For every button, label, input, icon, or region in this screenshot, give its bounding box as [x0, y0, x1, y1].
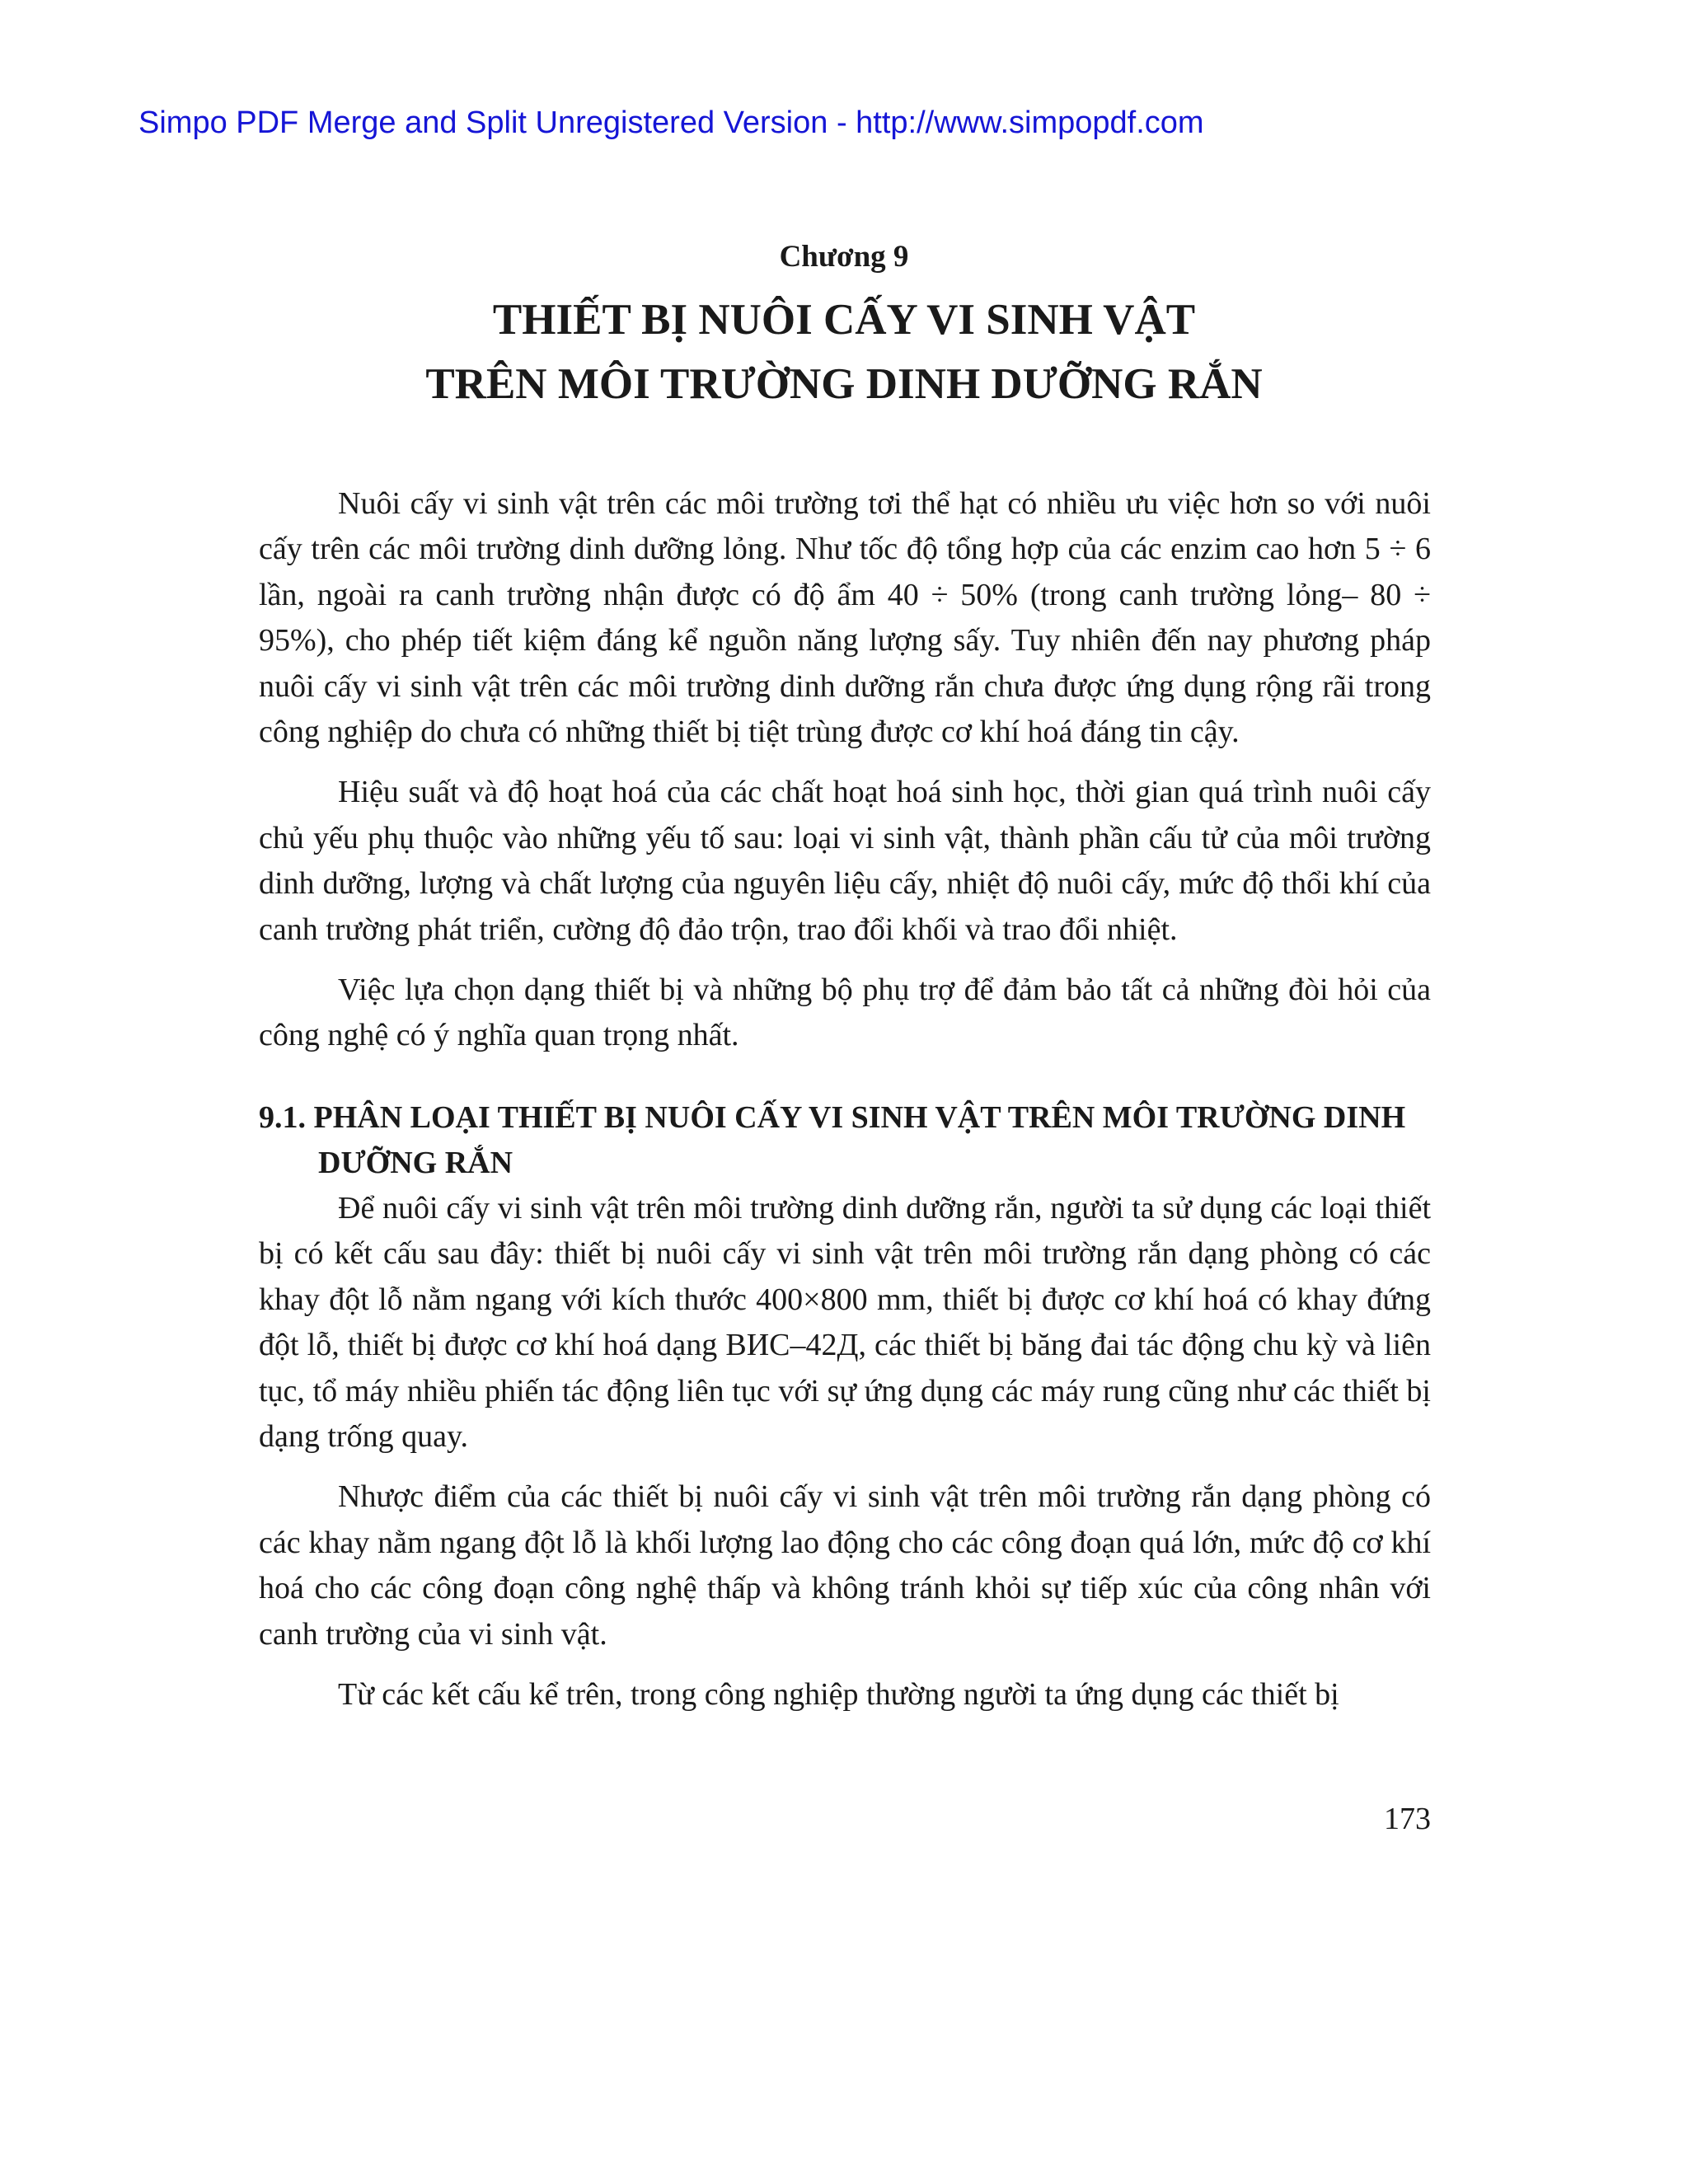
chapter-label: Chương 9: [779, 240, 909, 274]
body-content: [259, 481, 1431, 1732]
chapter-title-line-1: THIẾT BỊ NUÔI CẤY VI SINH VẬT: [492, 296, 1196, 344]
section-paragraph-1: Để nuôi cấy vi sinh vật trên môi trường dinh dưỡng rắn, người ta sử dụng các loại thiết bị có kết cấu sau đây: thiết bị nuôi cấy vi sinh vật trên môi trường rắn dạng phòng có các khay đột lỗ nằm ngang với kích thước 400×800 mm, thiết bị được cơ khí hoá có khay đứng đột lỗ, thiết bị được cơ khí hoá dạng ВИС–42Д, các thiết bị băng đai tác động chu kỳ và liên tục, tổ máy nhiều phiến tác động liên tục với sự ứng dụng các máy rung cũng như các thiết bị dạng trống quay.: [259, 1190, 1431, 1454]
chapter-title-line-2: TRÊN MÔI TRƯỜNG DINH DƯỠNG RẮN: [425, 360, 1263, 408]
watermark-text: Simpo PDF Merge and Split Unregistered Version - http://www.simpopdf.com: [138, 105, 1204, 140]
section-heading: 9.1. PHÂN LOẠI THIẾT BỊ NUÔI CẤY VI SINH VẬT TRÊN MÔI TRƯỜNG DINH DƯỠNG RẮN: [259, 1099, 1406, 1180]
intro-paragraph-3: Việc lựa chọn dạng thiết bị và những bộ phụ trợ để đảm bảo tất cả những đòi hỏi của công nghệ có ý nghĩa quan trọng nhất.: [259, 972, 1431, 1053]
page-number: 173: [1384, 1802, 1431, 1836]
section-paragraph-3: Từ các kết cấu kể trên, trong công nghiệp thường người ta ứng dụng các thiết bị: [338, 1676, 1339, 1712]
section-paragraph-2: Nhược điểm của các thiết bị nuôi cấy vi sinh vật trên môi trường rắn dạng phòng có các khay nằm ngang đột lỗ là khối lượng lao động cho các công đoạn quá lớn, mức độ cơ khí hoá cho các công đoạn công nghệ thấp và không tránh khỏi sự tiếp xúc của công nhân với canh trường của vi sinh vật.: [259, 1479, 1431, 1652]
intro-paragraph-1: Nuôi cấy vi sinh vật trên các môi trường tơi thể hạt có nhiều ưu việc hơn so với nuôi cấy trên các môi trường dinh dưỡng lỏng. Như tốc độ tổng hợp của các enzim cao hơn 5 ÷ 6 lần, ngoài ra canh trường nhận được có độ ẩm 40 ÷ 50% (trong canh trường lỏng– 80 ÷ 95%), cho phép tiết kiệm đáng kể nguồn năng lượng sấy. Tuy nhiên đến nay phương pháp nuôi cấy vi sinh vật trên các môi trường dinh dưỡng rắn chưa được ứng dụng rộng rãi trong công nghiệp do chưa có những thiết bị tiệt trùng được cơ khí hoá đáng tin cậy.: [259, 486, 1431, 750]
intro-paragraph-2: Hiệu suất và độ hoạt hoá của các chất hoạt hoá sinh học, thời gian quá trình nuôi cấy chủ yếu phụ thuộc vào những yếu tố sau: loại vi sinh vật, thành phần cấu tử của môi trường dinh dưỡng, lượng và chất lượng của nguyên liệu cấy, nhiệt độ nuôi cấy, mức độ thổi khí của canh trường phát triển, cường độ đảo trộn, trao đổi khối và trao đổi nhiệt.: [259, 775, 1431, 947]
